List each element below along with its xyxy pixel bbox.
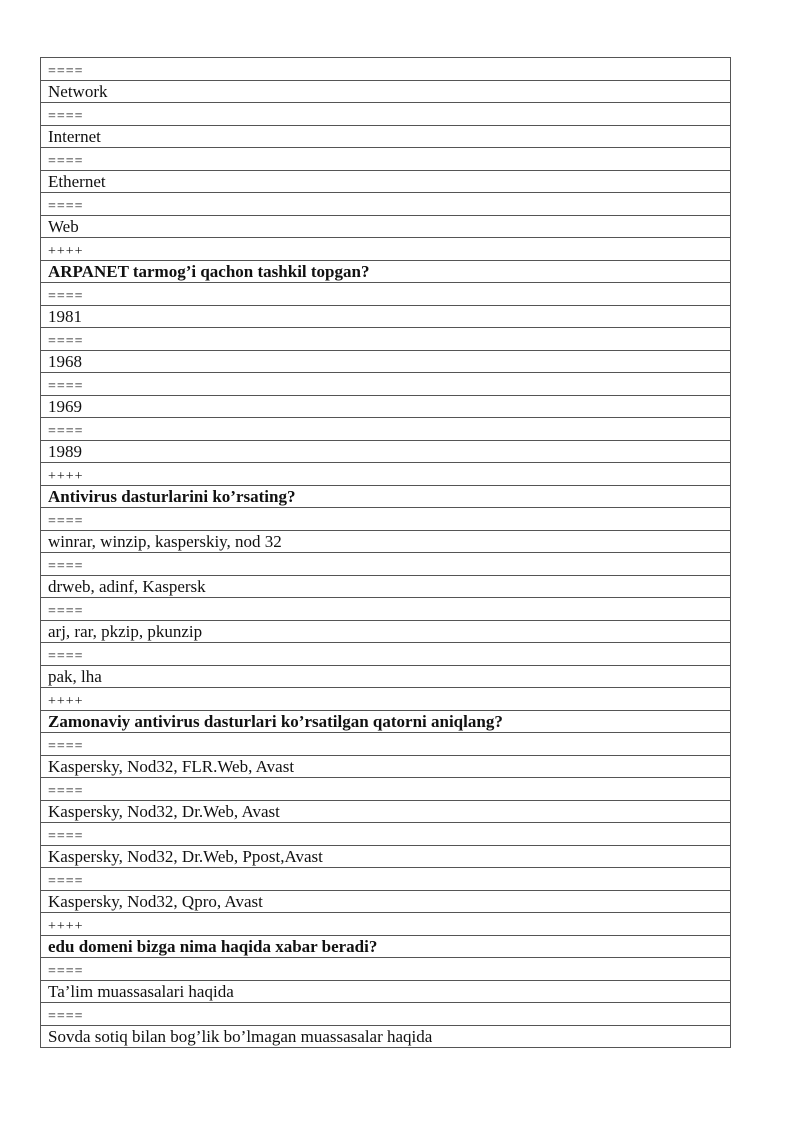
separator-row <box>41 643 731 666</box>
separator-text: ==== <box>41 778 731 801</box>
question-table <box>40 57 731 1048</box>
answer-text: Ethernet <box>41 171 731 193</box>
separator-row <box>41 58 731 81</box>
separator-row <box>41 148 731 171</box>
answer-row <box>41 126 731 148</box>
separator-text: ==== <box>41 328 731 351</box>
answer-text: Kaspersky, Nod32, FLR.Web, Avast <box>41 756 731 778</box>
answer-text: Kaspersky, Nod32, Dr.Web, Avast <box>41 801 731 823</box>
separator-text: ==== <box>41 283 731 306</box>
answer-text: pak, lha <box>41 666 731 688</box>
answer-row <box>41 306 731 328</box>
answer-text: Internet <box>41 126 731 148</box>
separator-row <box>41 418 731 441</box>
answer-row <box>41 351 731 373</box>
separator-row <box>41 553 731 576</box>
separator-text: ==== <box>41 508 731 531</box>
question-row <box>41 261 731 283</box>
separator-text: ==== <box>41 958 731 981</box>
question-rows <box>41 58 731 1048</box>
separator-row <box>41 103 731 126</box>
separator-text: ++++ <box>41 238 731 261</box>
answer-text: Sovda sotiq bilan bog’lik bo’lmagan muassasalar haqida <box>41 1026 731 1048</box>
answer-row <box>41 81 731 103</box>
answer-row <box>41 216 731 238</box>
separator-row <box>41 283 731 306</box>
separator-row <box>41 1003 731 1026</box>
answer-text: Ta’lim muassasalari haqida <box>41 981 731 1003</box>
answer-text: Web <box>41 216 731 238</box>
answer-row <box>41 666 731 688</box>
separator-text: ==== <box>41 643 731 666</box>
answer-text: drweb, adinf, Kaspersk <box>41 576 731 598</box>
separator-row <box>41 598 731 621</box>
separator-row <box>41 733 731 756</box>
separator-text: ==== <box>41 1003 731 1026</box>
separator-text: ==== <box>41 553 731 576</box>
answer-text: Network <box>41 81 731 103</box>
separator-text: ==== <box>41 418 731 441</box>
separator-row <box>41 193 731 216</box>
separator-row <box>41 238 731 261</box>
answer-row <box>41 846 731 868</box>
answer-text: winrar, winzip, kasperskiy, nod 32 <box>41 531 731 553</box>
question-row <box>41 486 731 508</box>
answer-row <box>41 621 731 643</box>
answer-row <box>41 891 731 913</box>
question-text: Antivirus dasturlarini ko’rsating? <box>41 486 731 508</box>
separator-text: ==== <box>41 598 731 621</box>
separator-text: ==== <box>41 148 731 171</box>
separator-row <box>41 328 731 351</box>
answer-row <box>41 1026 731 1048</box>
answer-row <box>41 576 731 598</box>
question-row <box>41 711 731 733</box>
separator-text: ==== <box>41 823 731 846</box>
answer-text: Kaspersky, Nod32, Qpro, Avast <box>41 891 731 913</box>
answer-text: 1968 <box>41 351 731 373</box>
separator-text: ==== <box>41 103 731 126</box>
separator-row <box>41 508 731 531</box>
separator-row <box>41 688 731 711</box>
separator-row <box>41 958 731 981</box>
separator-text: ==== <box>41 733 731 756</box>
answer-text: Kaspersky, Nod32, Dr.Web, Ppost,Avast <box>41 846 731 868</box>
question-text: ARPANET tarmog’i qachon tashkil topgan? <box>41 261 731 283</box>
separator-row <box>41 778 731 801</box>
answer-row <box>41 801 731 823</box>
answer-row <box>41 396 731 418</box>
separator-text: ==== <box>41 373 731 396</box>
separator-row <box>41 373 731 396</box>
separator-text: ==== <box>41 58 731 81</box>
answer-row <box>41 441 731 463</box>
separator-row <box>41 913 731 936</box>
answer-text: arj, rar, pkzip, pkunzip <box>41 621 731 643</box>
separator-row <box>41 463 731 486</box>
separator-text: ++++ <box>41 688 731 711</box>
answer-row <box>41 981 731 1003</box>
question-text: edu domeni bizga nima haqida xabar beradi? <box>41 936 731 958</box>
answer-row <box>41 756 731 778</box>
separator-text: ==== <box>41 868 731 891</box>
separator-row <box>41 823 731 846</box>
answer-text: 1981 <box>41 306 731 328</box>
answer-row <box>41 171 731 193</box>
question-text: Zamonaviy antivirus dasturlari ko’rsatilgan qatorni aniqlang? <box>41 711 731 733</box>
answer-row <box>41 531 731 553</box>
question-row <box>41 936 731 958</box>
separator-row <box>41 868 731 891</box>
answer-text: 1989 <box>41 441 731 463</box>
answer-text: 1969 <box>41 396 731 418</box>
separator-text: ++++ <box>41 463 731 486</box>
separator-text: ==== <box>41 193 731 216</box>
separator-text: ++++ <box>41 913 731 936</box>
